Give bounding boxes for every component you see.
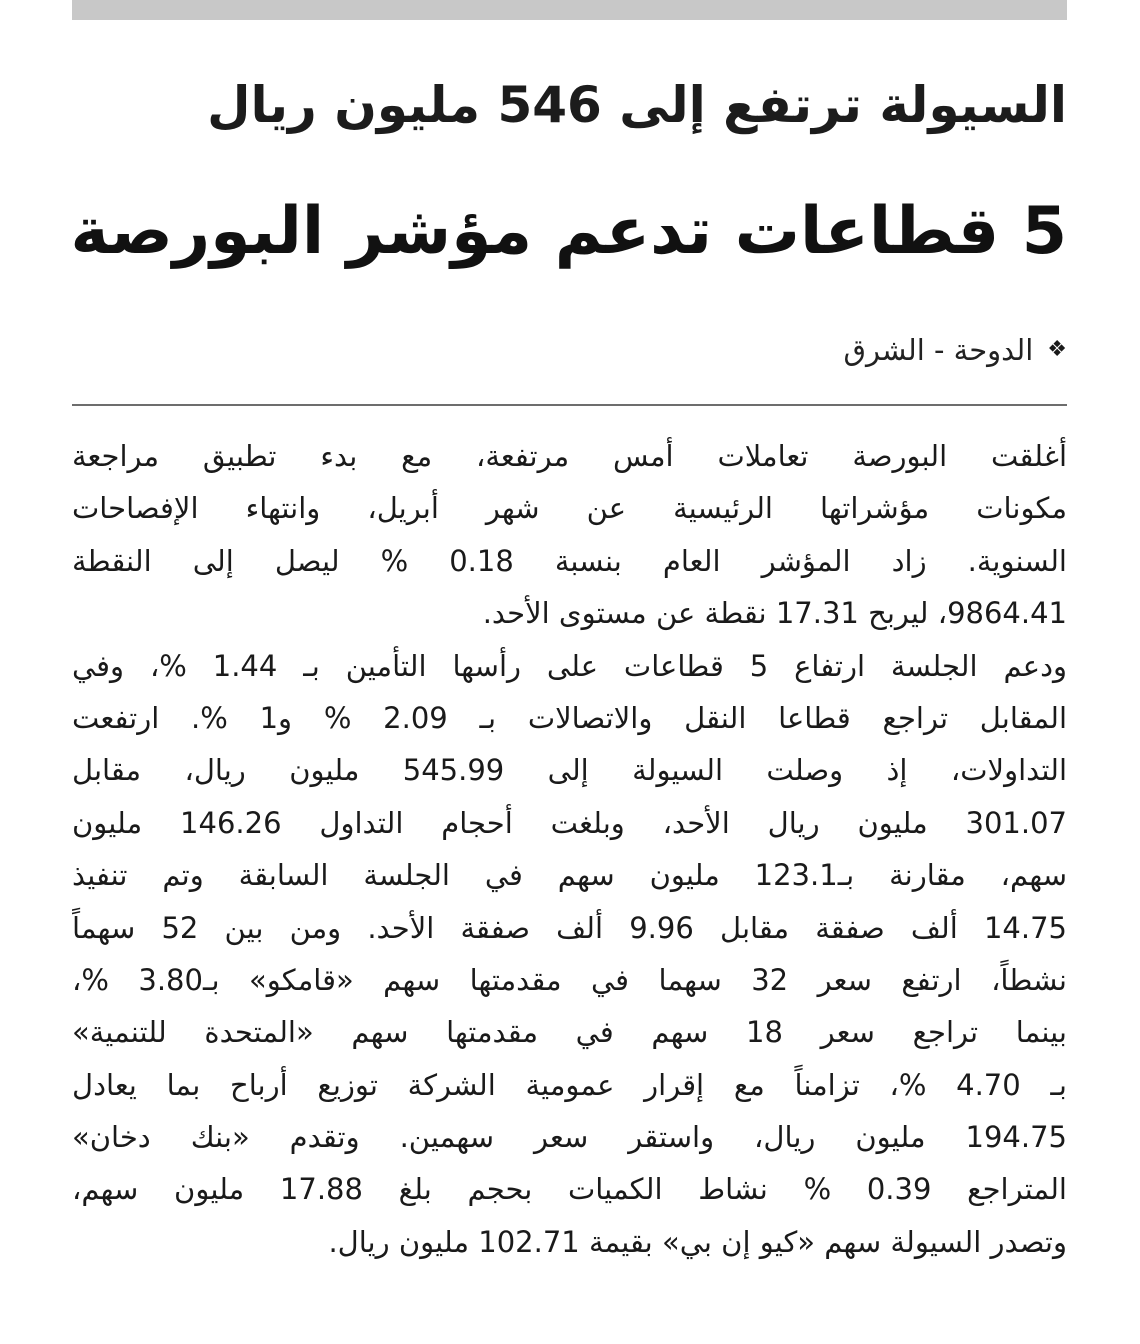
paragraph-2-line: وتصدر السيولة سهم «كيو إن بي» بقيمة 102.71 مليون ريال. [328,1224,1067,1259]
dateline-text: الدوحة - الشرق [843,333,1034,367]
paragraph-2-line: التداولات، إذ وصلت السيولة إلى 545.99 مليون ريال، مقابل [72,753,1067,788]
paragraph-1-line: مكونات مؤشراتها الرئيسية عن شهر أبريل، وانتهاء الإفصاحات [72,491,1067,526]
header-bar [72,0,1067,20]
paragraph-2-line: بينما تراجع سعر 18 سهم في مقدمتها سهم «المتحدة للتنمية» [72,1015,1067,1050]
paragraph-1-line: 9864.41، ليربح 17.31 نقطة عن مستوى الأحد. [482,596,1067,631]
paragraph-2-line: ودعم الجلسة ارتفاع 5 قطاعات على رأسها التأمين بـ 1.44 %، وفي [72,648,1067,683]
paragraph-2-line: 194.75 مليون ريال، واستقر سعر سهمين. وتقدم «بنك دخان» [72,1120,1067,1155]
paragraph-1-line: أغلقت البورصة تعاملات أمس مرتفعة، مع بدء تطبيق مراجعة [72,439,1067,473]
paragraph-2-line: المقابل تراجع قطاعا النقل والاتصالات بـ 2.09 % و1 %. ارتفعت [72,700,1067,735]
diamond-bullet-icon: ❖ [1047,337,1067,362]
article-title: 5 قطاعات تدعم مؤشر البورصة [70,194,1067,269]
paragraph-2-line: المتراجع 0.39 % نشاط الكميات بحجم بلغ 17.88 مليون سهم، [72,1172,1067,1207]
dateline [844,328,1068,372]
paragraph-2-line: 14.75 ألف صفقة مقابل 9.96 ألف صفقة الأحد. ومن بين 52 سهماً [72,910,1067,945]
paragraph-2-line: بـ 4.70 %، تزامناً مع إقرار عمومية الشركة توزيع أرباح بما يعادل [72,1067,1067,1102]
paragraph-2-line: نشطاً، ارتفع سعر 32 سهما في مقدمتها سهم «قامكو» بـ3.80 %، [72,962,1067,997]
paragraph-2-line: سهم، مقارنة بـ123.1 مليون سهم في الجلسة السابقة وتم تنفيذ [72,858,1067,893]
paragraph-1-line: السنوية. زاد المؤشر العام بنسبة 0.18 % ليصل إلى النقطة [72,543,1067,578]
article-kicker: السيولة ترتفع إلى 546 مليون ريال [207,76,1067,134]
paragraph-2-line: 301.07 مليون ريال الأحد، وبلغت أحجام التداول 146.26 مليون [72,805,1067,840]
article-body [72,430,1067,1268]
divider [72,404,1067,406]
